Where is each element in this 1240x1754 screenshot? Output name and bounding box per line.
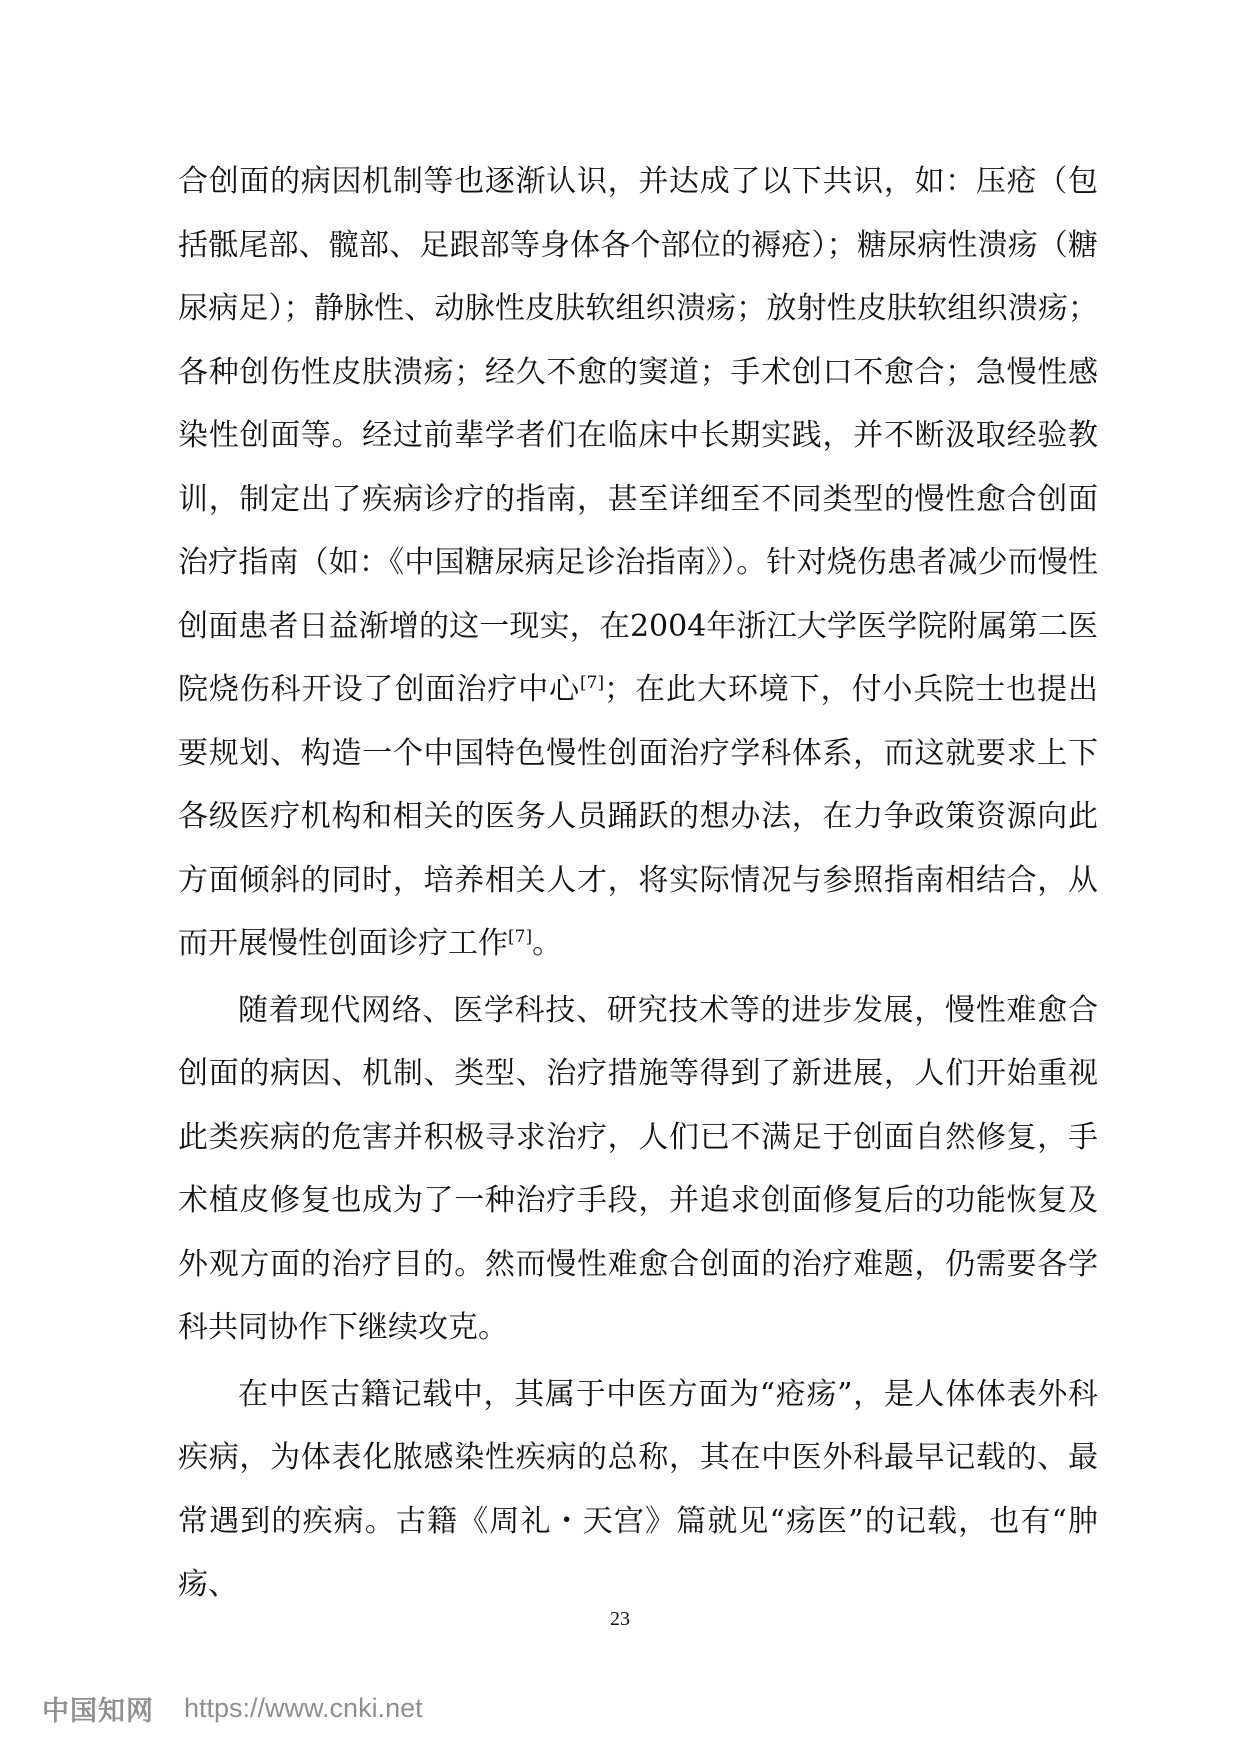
- citation-ref: [7]: [508, 927, 533, 947]
- paragraph-3: [178, 1363, 1098, 1617]
- paragraph-2-text: 随着现代网络、医学科技、研究技术等的进步发展，慢性难愈合创面的病因、机制、类型、治疗措施等得到了新进展，人们开始重视此类疾病的危害并积极寻求治疗，人们已不满足于创面自然修复，手术植皮修复也成为了一种治疗手段，并追求创面修复后的功能恢复及外观方面的治疗目的。然而慢性难愈合创面的治疗难题，仍需要各学科共同协作下继续攻克。: [178, 992, 1098, 1345]
- paragraph-1: [178, 150, 1098, 976]
- paragraph-1-text-a: 合创面的病因机制等也逐渐认识，并达成了以下共识，如：压疮（包括骶尾部、髋部、足跟部等身体各个部位的褥疮）；糖尿病性溃疡（糖尿病足）；静脉性、动脉性皮肤软组织溃疡；放射性皮肤软组织溃疡；各种创伤性皮肤溃疡；经久不愈的窦道；手术创口不愈合；急慢性感染性创面等。经过前辈学者们在临床中长期实践，并不断汲取经验教训，制定出了疾病诊疗的指南，甚至详细至不同类型的慢性愈合创面治疗指南（如：《中国糖尿病足诊治指南》）。针对烧伤患者减少而慢性创面患者日益渐增的这一现实，在2004年浙江大学医学院附属第二医院烧伤科开设了创面治疗中心: [178, 164, 1098, 707]
- cnki-logo: 中国知网: [42, 1695, 154, 1727]
- paragraph-1-text-c: 。: [532, 926, 563, 961]
- document-body: [178, 150, 1098, 1617]
- paragraph-2: [178, 979, 1098, 1360]
- page-number: 23: [610, 1608, 630, 1630]
- paragraph-3-text: 在中医古籍记载中，其属于中医方面为“疮疡”，是人体体表外科疾病，为体表化脓感染性疾病的总称，其在中医外科最早记载的、最常遇到的疾病。古籍《周礼・天宫》篇就见“疡医”的记载，也有“肿疡、: [178, 1376, 1098, 1602]
- watermark-footer: [42, 1688, 423, 1728]
- paragraph-1-text-b: ；在此大环境下，付小兵院士也提出要规划、构造一个中国特色慢性创面治疗学科体系，而这就要求上下各级医疗机构和相关的医务人员踊跃的想办法，在力争政策资源向此方面倾斜的同时，培养相关人才，将实际情况与参照指南相结合，从而开展慢性创面诊疗工作: [178, 672, 1099, 961]
- citation-ref: [7]: [580, 673, 605, 693]
- cnki-url: https://www.cnki.net: [184, 1692, 423, 1723]
